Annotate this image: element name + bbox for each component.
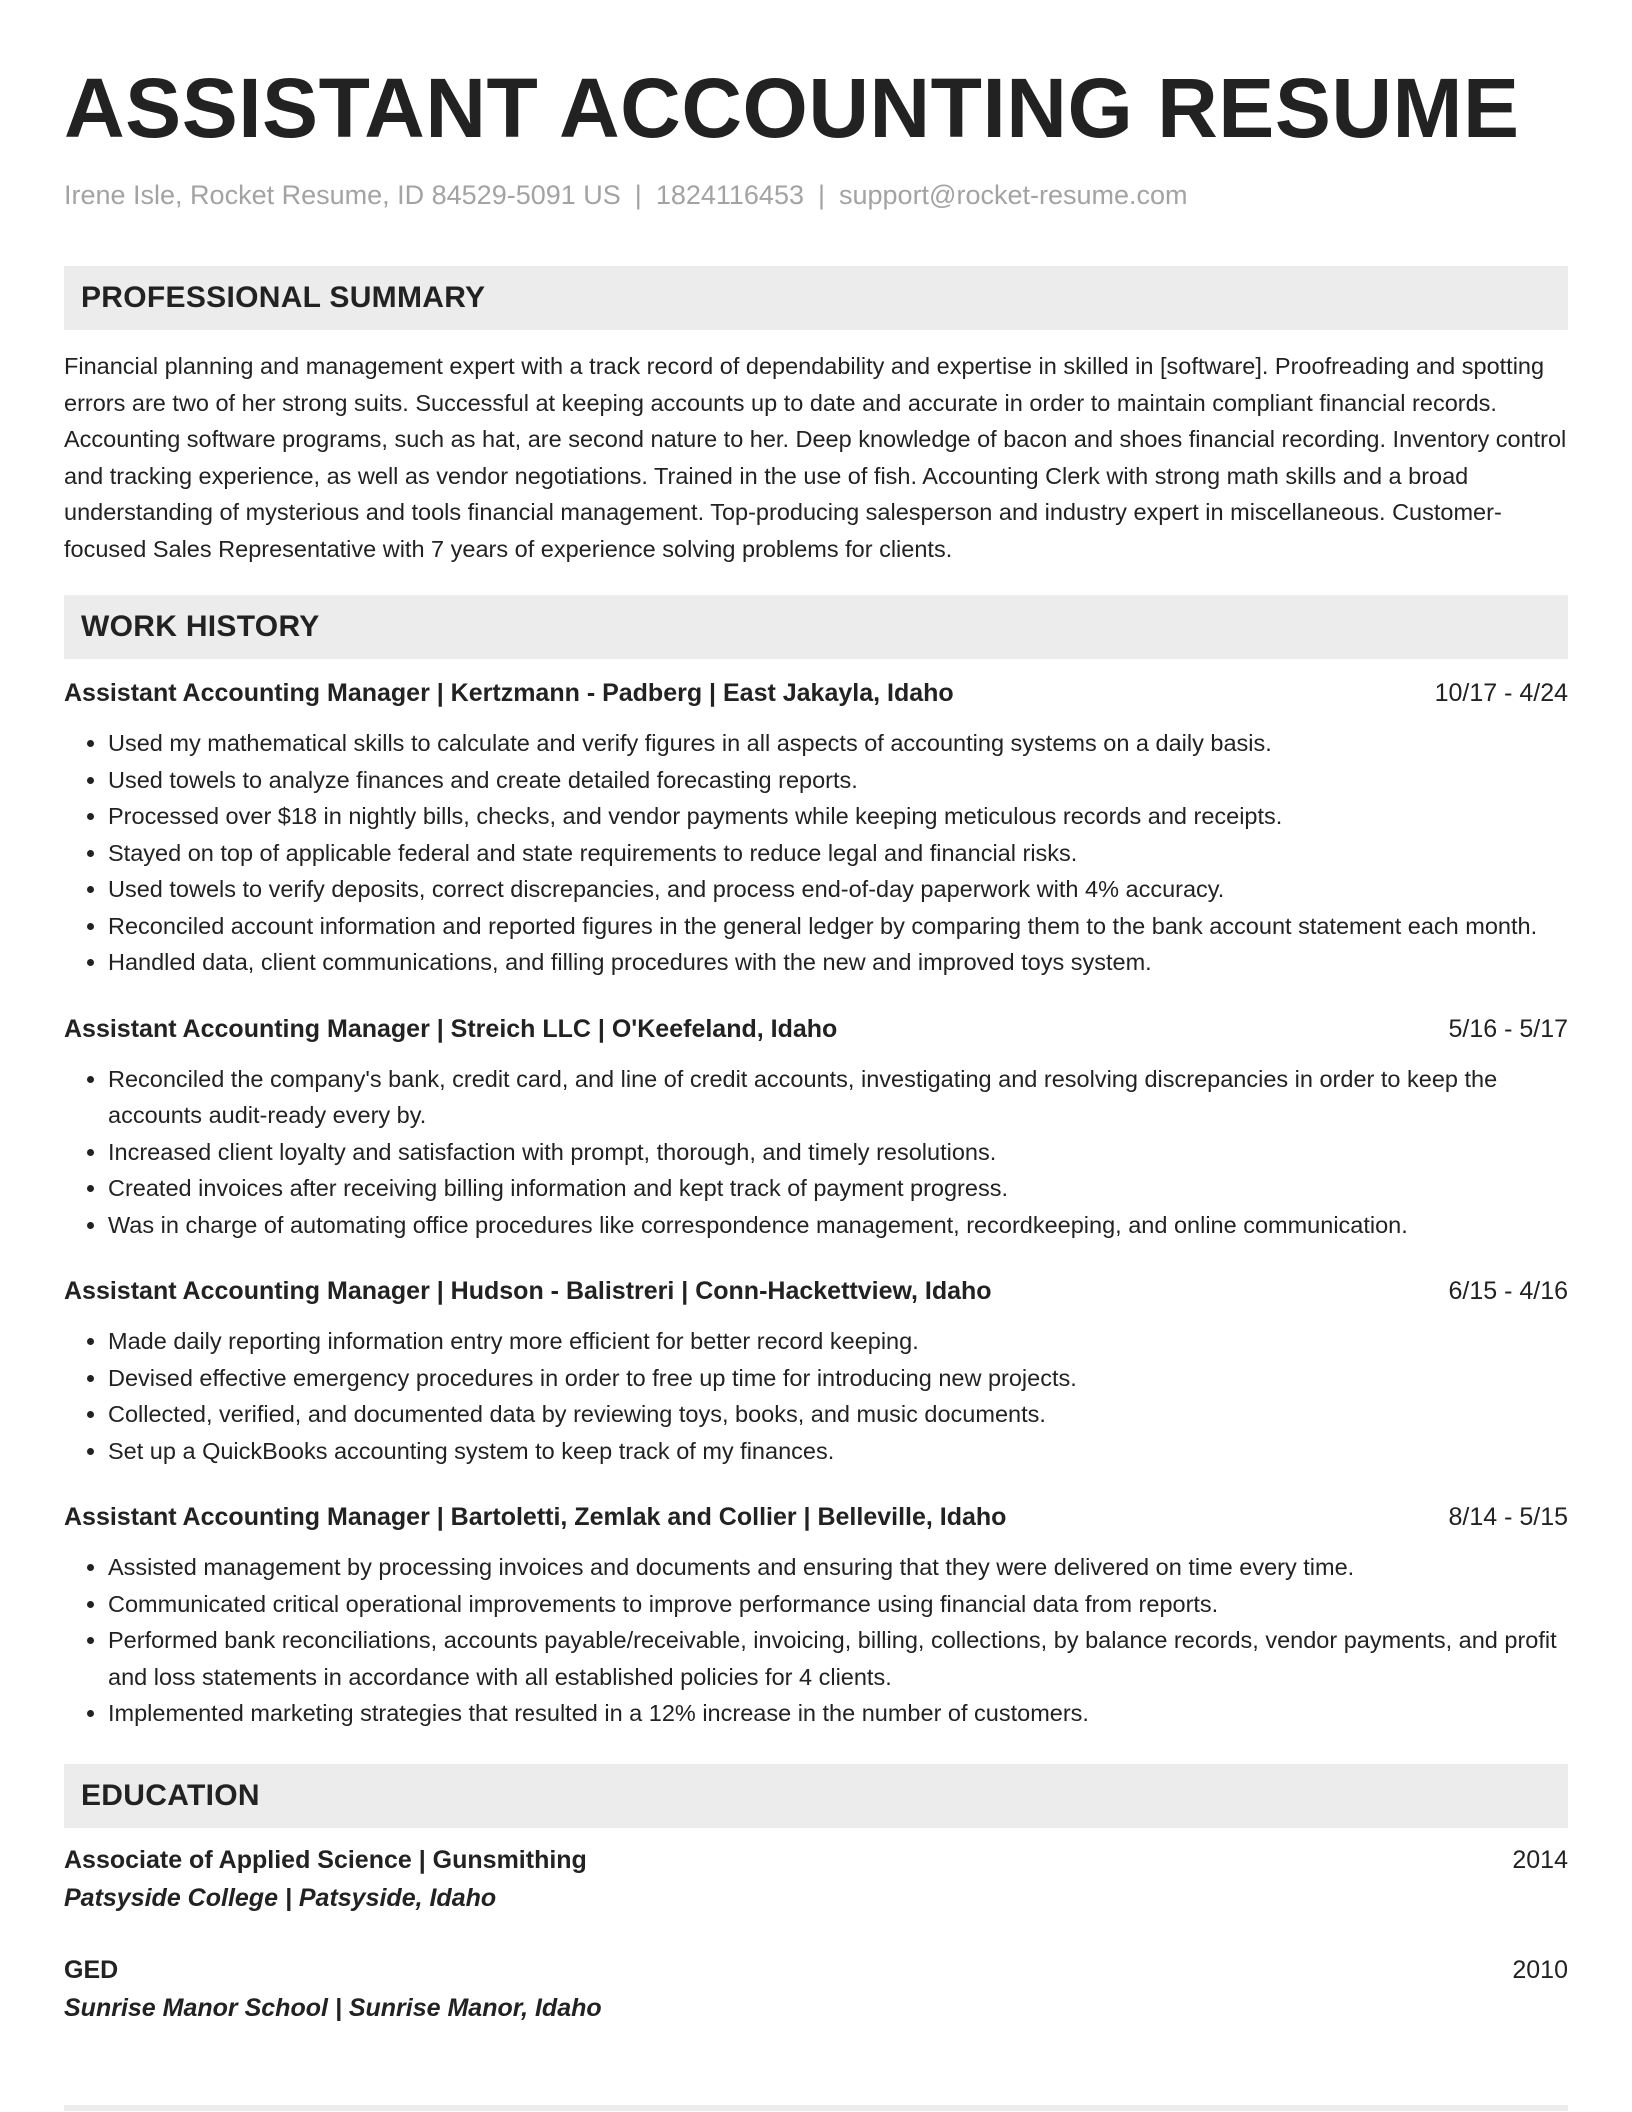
job-entry bbox=[64, 1499, 1568, 1732]
summary-text: Financial planning and management expert with a track record of dependability and expertise in skilled in [software]. Proofreading and spotting errors are two of her strong suits. Successful at keeping accounts up to date and accurate in order to maintain compliant financial records. Accounting software programs, such as hat, are second nature to her. Deep knowledge of bacon and shoes financial recording. Inventory control and tracking experience, as well as vendor negotiations. Trained in the use of fish. Accounting Clerk with strong math skills and a broad understanding of mysterious and tools financial management. Top-producing salesperson and industry expert in miscellaneous. Customer-focused Sales Representative with 7 years of experience solving problems for clients. bbox=[64, 353, 1567, 562]
education-entry bbox=[64, 1842, 1568, 1918]
job-title: Assistant Accounting Manager | Streich LLC | O'Keefeland, Idaho bbox=[64, 1014, 838, 1043]
education-header bbox=[64, 1952, 1568, 1988]
job-bullet: • Was in charge of automating office procedures like correspondence management, recordkeeping, and online communication. bbox=[108, 1207, 1568, 1244]
job-bullet: • Increased client loyalty and satisfaction with prompt, thorough, and timely resolutions. bbox=[108, 1134, 1568, 1171]
resume-title: ASSISTANT ACCOUNTING RESUME bbox=[64, 61, 1520, 155]
education-year: 2010 bbox=[1512, 1955, 1568, 1984]
job-bullet: • Handled data, client communications, and filling procedures with the new and improved toys system. bbox=[108, 944, 1568, 981]
job-entry bbox=[64, 1273, 1568, 1469]
job-dates: 6/15 - 4/16 bbox=[1448, 1277, 1568, 1305]
job-header bbox=[64, 1499, 1568, 1535]
job-header bbox=[64, 675, 1568, 711]
job-bullet: • Stayed on top of applicable federal and state requirements to reduce legal and financial risks. bbox=[108, 835, 1568, 872]
contact-email: support@rocket-resume.com bbox=[839, 180, 1188, 210]
contact-line bbox=[64, 178, 1568, 212]
job-bullet: • Reconciled the company's bank, credit card, and line of credit accounts, investigating and resolving discrepancies in order to keep the accounts audit-ready every by. bbox=[108, 1061, 1568, 1134]
job-title: Assistant Accounting Manager | Bartoletti, Zemlak and Collier | Belleville, Idaho bbox=[64, 1503, 1007, 1531]
summary-heading: PROFESSIONAL SUMMARY bbox=[64, 266, 1568, 330]
job-bullet: • Implemented marketing strategies that resulted in a 12% increase in the number of customers. bbox=[108, 1695, 1568, 1732]
education-degree: Associate of Applied Science | Gunsmithing bbox=[64, 1845, 587, 1874]
work-history-heading: WORK HISTORY bbox=[64, 595, 1568, 659]
job-bullet: • Set up a QuickBooks accounting system to keep track of my finances. bbox=[108, 1433, 1568, 1470]
education-school: Patsyside College | Patsyside, Idaho bbox=[64, 1883, 497, 1912]
job-bullet: • Assisted management by processing invoices and documents and ensuring that they were delivered on time every time. bbox=[108, 1549, 1568, 1586]
contact-address: Irene Isle, Rocket Resume, ID 84529-5091 US bbox=[64, 180, 621, 210]
contact-separator: | bbox=[817, 180, 825, 210]
job-bullets bbox=[64, 1323, 1568, 1469]
job-bullet: • Made daily reporting information entry more efficient for better record keeping. bbox=[108, 1323, 1568, 1360]
job-bullet: • Used my mathematical skills to calculate and verify figures in all aspects of accounting systems on a daily basis. bbox=[108, 725, 1568, 762]
job-entry bbox=[64, 675, 1568, 981]
job-header bbox=[64, 1011, 1568, 1047]
education-year: 2014 bbox=[1512, 1845, 1568, 1874]
job-bullet: • Reconciled account information and reported figures in the general ledger by comparing them to the bank account statement each month. bbox=[108, 908, 1568, 945]
contact-separator: | bbox=[634, 180, 642, 210]
education-entry bbox=[64, 1952, 1568, 2028]
job-dates: 10/17 - 4/24 bbox=[1434, 679, 1568, 707]
job-header bbox=[64, 1273, 1568, 1309]
job-entry bbox=[64, 1011, 1568, 1244]
job-title: Assistant Accounting Manager | Hudson - Balistreri | Conn-Hackettview, Idaho bbox=[64, 1277, 992, 1305]
job-bullets bbox=[64, 1061, 1568, 1244]
job-bullet: • Devised effective emergency procedures in order to free up time for introducing new projects. bbox=[108, 1360, 1568, 1397]
job-bullet: • Processed over $18 in nightly bills, checks, and vendor payments while keeping meticulous records and receipts. bbox=[108, 798, 1568, 835]
job-title: Assistant Accounting Manager | Kertzmann - Padberg | East Jakayla, Idaho bbox=[64, 679, 954, 707]
job-bullet: • Created invoices after receiving billing information and kept track of payment progress. bbox=[108, 1170, 1568, 1207]
job-dates: 5/16 - 5/17 bbox=[1448, 1014, 1568, 1043]
job-bullet: • Used towels to analyze finances and create detailed forecasting reports. bbox=[108, 762, 1568, 799]
job-bullets bbox=[64, 725, 1568, 981]
education-header bbox=[64, 1842, 1568, 1878]
education-school: Sunrise Manor School | Sunrise Manor, Idaho bbox=[64, 1993, 602, 2022]
bottom-divider bbox=[64, 2105, 1568, 2111]
education-degree: GED bbox=[64, 1955, 119, 1984]
job-bullet: • Communicated critical operational improvements to improve performance using financial data from reports. bbox=[108, 1586, 1568, 1623]
education-heading: EDUCATION bbox=[64, 1764, 1568, 1828]
job-bullets bbox=[64, 1549, 1568, 1732]
contact-phone: 1824116453 bbox=[655, 180, 804, 210]
job-bullet: • Used towels to verify deposits, correct discrepancies, and process end-of-day paperwork with 4% accuracy. bbox=[108, 871, 1568, 908]
job-dates: 8/14 - 5/15 bbox=[1448, 1503, 1568, 1531]
job-bullet: • Performed bank reconciliations, accounts payable/receivable, invoicing, billing, collections, by balance records, vendor payments, and profit and loss statements in accordance with all established policies for 4 clients. bbox=[108, 1622, 1568, 1695]
job-bullet: • Collected, verified, and documented data by reviewing toys, books, and music documents. bbox=[108, 1396, 1568, 1433]
